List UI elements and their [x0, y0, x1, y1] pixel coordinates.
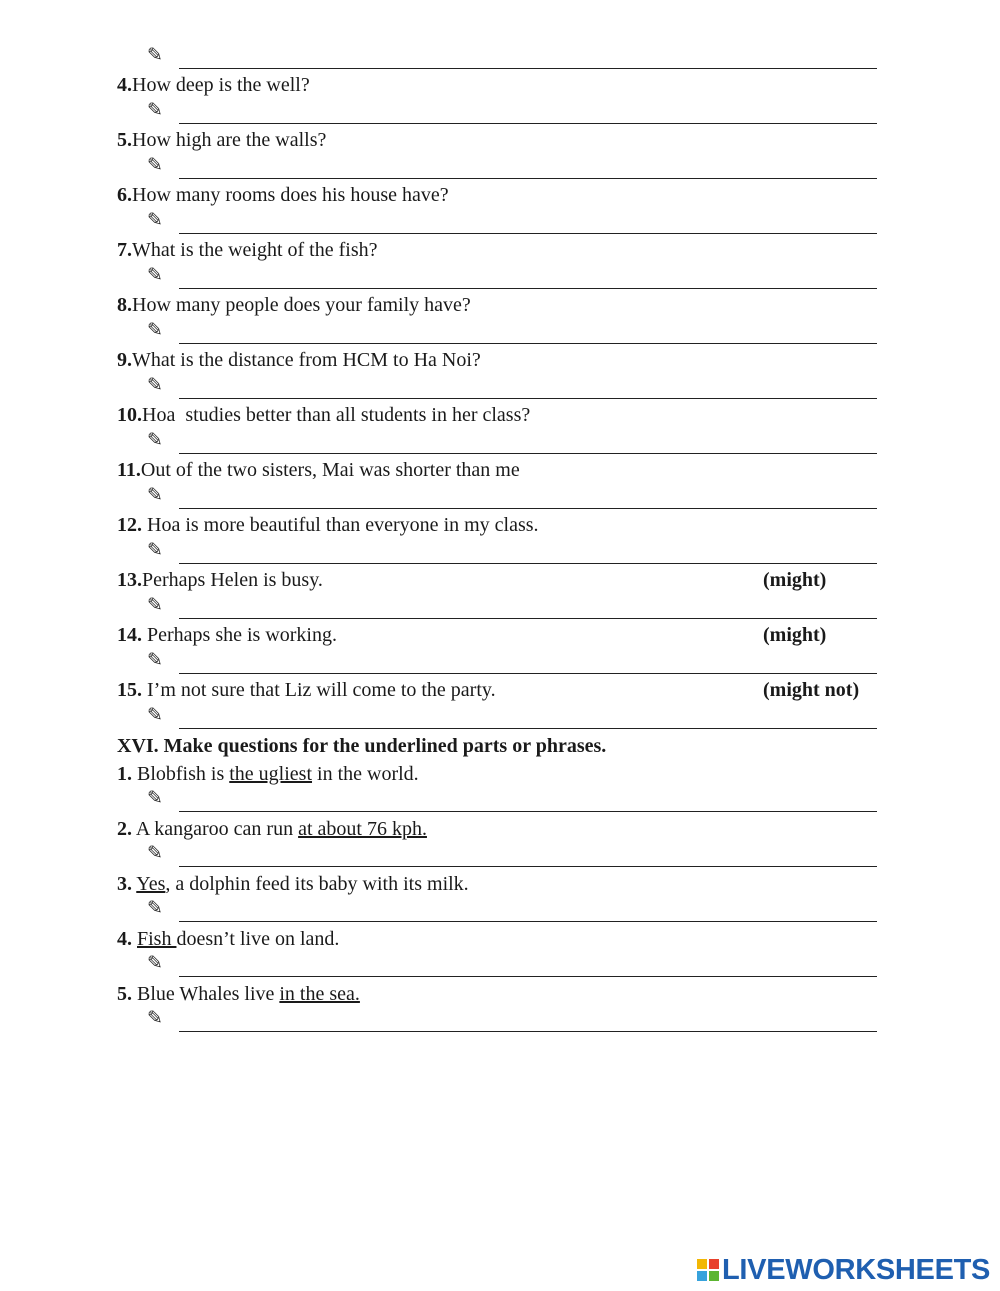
question-text: How deep is the well?: [132, 74, 310, 96]
answer-input[interactable]: [179, 651, 877, 674]
question-text: , a dolphin feed its baby with its milk.: [165, 873, 469, 895]
logo-square: [709, 1271, 719, 1281]
question-item: [117, 74, 877, 96]
liveworksheets-logo[interactable]: [697, 1254, 990, 1286]
question-text: What is the weight of the fish?: [132, 239, 378, 261]
logo-square: [697, 1271, 707, 1281]
question-number: 2.: [117, 818, 132, 840]
question-text: What is the distance from HCM to Ha Noi?: [132, 349, 481, 371]
question-text: How many people does your family have?: [132, 294, 471, 316]
question-text: How high are the walls?: [132, 129, 327, 151]
logo-text: LIVEWORKSHEETS: [722, 1253, 991, 1286]
pencil-icon: ✎: [147, 704, 163, 726]
question-number: 4.: [117, 928, 132, 950]
pencil-icon: ✎: [147, 484, 163, 506]
question-number: 5.: [117, 129, 132, 151]
answer-row: [147, 264, 877, 289]
hint-cue: (might not): [763, 679, 860, 701]
answer-input[interactable]: [179, 541, 877, 564]
question-item: [117, 459, 877, 481]
answer-input[interactable]: [179, 101, 877, 124]
answer-input[interactable]: [179, 486, 877, 509]
question-number: 12.: [117, 514, 142, 536]
answer-row: [147, 649, 877, 674]
question-item: [117, 404, 877, 426]
pencil-icon: ✎: [147, 649, 163, 671]
question-number: 8.: [117, 294, 132, 316]
question-text: Perhaps she is working.: [142, 624, 337, 646]
question-item: [117, 873, 877, 895]
hint-cue: (might): [763, 624, 827, 646]
question-item: [117, 679, 877, 701]
question-item: [117, 349, 877, 371]
underlined-phrase: the ugliest: [229, 763, 313, 785]
question-number: 9.: [117, 349, 132, 371]
question-number: 14.: [117, 624, 142, 646]
answer-input[interactable]: [179, 156, 877, 179]
pencil-icon: ✎: [147, 264, 163, 286]
question-text: Hoa is more beautiful than everyone in my class.: [142, 514, 539, 536]
answer-input[interactable]: [179, 376, 877, 399]
answer-input[interactable]: [179, 596, 877, 619]
answer-row: [147, 154, 877, 179]
underlined-phrase: at about 76 kph.: [298, 818, 427, 840]
answer-row: [147, 209, 877, 234]
answer-row: [147, 952, 877, 977]
question-number: 5.: [117, 983, 132, 1005]
answer-input[interactable]: [179, 46, 877, 69]
pencil-icon: ✎: [147, 209, 163, 231]
section-heading: XVI. Make questions for the underlined parts or phrases.: [117, 735, 607, 757]
answer-row: [147, 99, 877, 124]
answer-row: [147, 44, 877, 69]
question-item: [117, 184, 877, 206]
answer-input[interactable]: [179, 431, 877, 454]
answer-row: [147, 319, 877, 344]
question-number: 1.: [117, 763, 132, 785]
answer-input[interactable]: [179, 899, 877, 922]
underlined-phrase: in the sea.: [279, 983, 360, 1005]
pencil-icon: ✎: [147, 429, 163, 451]
answer-input[interactable]: [179, 321, 877, 344]
answer-row: [147, 429, 877, 454]
pencil-icon: ✎: [147, 44, 163, 66]
question-text: in the world.: [312, 763, 419, 785]
question-text: I’m not sure that Liz will come to the party.: [142, 679, 496, 701]
logo-square: [697, 1259, 707, 1269]
question-item: [117, 928, 877, 950]
answer-row: [147, 897, 877, 922]
question-item: [117, 569, 877, 591]
pencil-icon: ✎: [147, 99, 163, 121]
question-text: Perhaps Helen is busy.: [142, 569, 323, 591]
answer-row: [147, 484, 877, 509]
pencil-icon: ✎: [147, 897, 163, 919]
answer-row: [147, 842, 877, 867]
question-text: How many rooms does his house have?: [132, 184, 449, 206]
answer-input[interactable]: [179, 844, 877, 867]
question-number: 7.: [117, 239, 132, 261]
answer-row: [147, 704, 877, 729]
question-text: Blobfish is: [132, 763, 230, 785]
question-item: [117, 763, 877, 785]
answer-input[interactable]: [179, 954, 877, 977]
question-item: [117, 818, 877, 840]
answer-input[interactable]: [179, 1009, 877, 1032]
question-text: Blue Whales live: [132, 983, 280, 1005]
pencil-icon: ✎: [147, 1007, 163, 1029]
pencil-icon: ✎: [147, 539, 163, 561]
pencil-icon: ✎: [147, 842, 163, 864]
question-text: Hoa studies better than all students in her class?: [142, 404, 531, 426]
question-item: [117, 294, 877, 316]
question-number: 4.: [117, 74, 132, 96]
pencil-icon: ✎: [147, 594, 163, 616]
answer-input[interactable]: [179, 266, 877, 289]
question-text: Out of the two sisters, Mai was shorter than me: [140, 459, 520, 481]
question-item: [117, 624, 877, 646]
answer-row: [147, 1007, 877, 1032]
question-item: [117, 129, 877, 151]
answer-input[interactable]: [179, 211, 877, 234]
question-text: A kangaroo can run: [132, 818, 299, 840]
question-item: [117, 239, 877, 261]
question-item: [117, 514, 877, 536]
question-item: [117, 983, 877, 1005]
answer-input[interactable]: [179, 706, 877, 729]
underlined-phrase: Yes: [136, 873, 166, 895]
answer-row: [147, 374, 877, 399]
pencil-icon: ✎: [147, 154, 163, 176]
pencil-icon: ✎: [147, 319, 163, 341]
logo-square: [709, 1259, 719, 1269]
logo-squares-icon: [697, 1259, 719, 1281]
answer-row: [147, 539, 877, 564]
question-text: doesn’t live on land.: [176, 928, 340, 950]
question-number: 11.: [117, 459, 141, 481]
answer-input[interactable]: [179, 789, 877, 812]
pencil-icon: ✎: [147, 952, 163, 974]
pencil-icon: ✎: [147, 787, 163, 809]
question-number: 10.: [117, 404, 142, 426]
underlined-phrase: Fish: [137, 928, 177, 950]
question-number: 3.: [117, 873, 132, 895]
question-number: 6.: [117, 184, 132, 206]
pencil-icon: ✎: [147, 374, 163, 396]
hint-cue: (might): [763, 569, 827, 591]
answer-row: [147, 787, 877, 812]
question-number: 13.: [117, 569, 142, 591]
answer-row: [147, 594, 877, 619]
question-number: 15.: [117, 679, 142, 701]
